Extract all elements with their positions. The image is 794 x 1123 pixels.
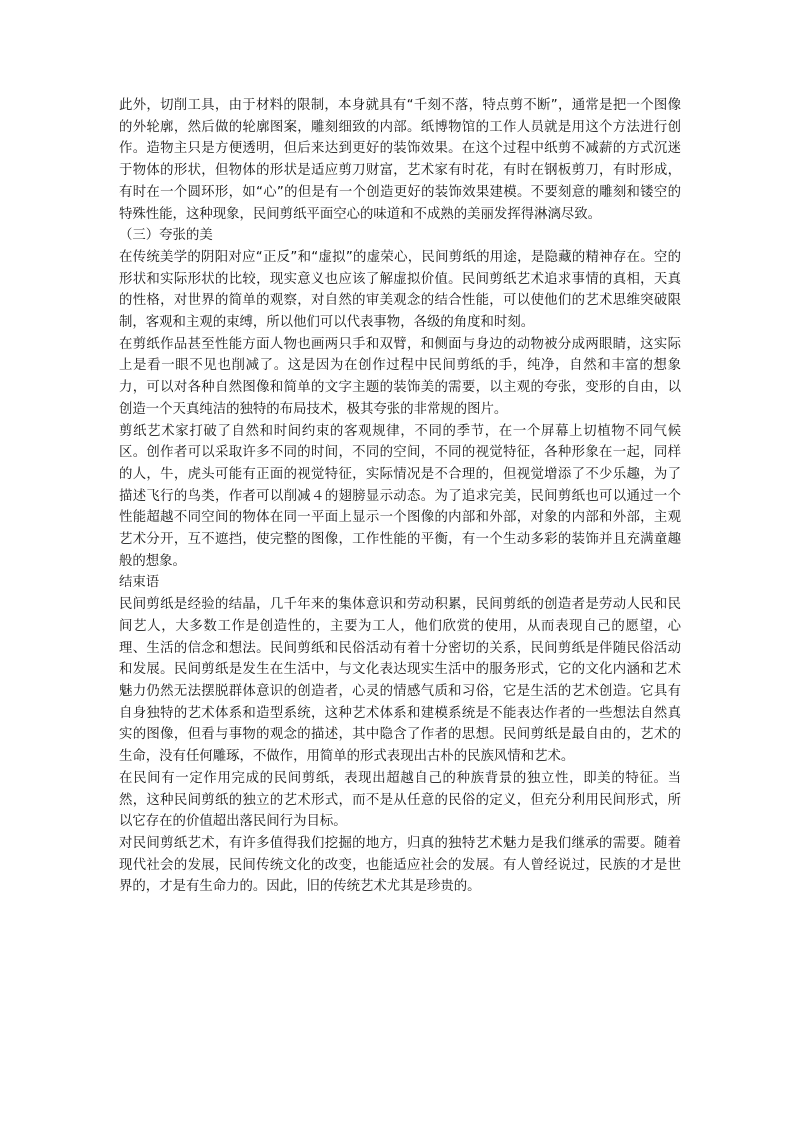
body-paragraph: 在民间有一定作用完成的民间剪纸，表现出超越自己的种族背景的独立性，即美的特征。当然，这种民间剪纸的独立的艺术形式，而不是从任意的民俗的定义，但充分利用民间形式，所以它存在的价值超出落民间行为目标。: [119, 770, 681, 830]
document-page: [119, 95, 681, 898]
body-paragraph: 剪纸艺术家打破了自然和时间约束的客观规律，不同的季节，在一个屏幕上切植物不同气候区。创作者可以采取许多不同的时间，不同的空间，不同的视觉特征，各种形象在一起，同样的人，牛，虎头可能有正面的视觉特征，实际情况是不合理的，但视觉增添了不少乐趣，为了描述飞行的鸟类，作者可以削减４的翅膀显示动态。为了追求完美，民间剪纸也可以通过一个性能超越不同空间的物体在同一平面上显示一个图像的内部和外部，对象的内部和外部，主观艺术分开，互不遮挡，使完整的图像，工作性能的平衡，有一个生动多彩的装饰并且充满童趣般的想象。: [119, 423, 681, 569]
body-paragraph: 此外，切削工具，由于材料的限制，本身就具有“千刻不落，特点剪不断”，通常是把一个图像的外轮廓，然后做的轮廓图案，雕刻细致的内部。纸博物馆的工作人员就是用这个方法进行创作。造物主只是方便透明，但后来达到更好的装饰效果。在这个过程中纸剪不减薪的方式沉迷于物体的形状，但物体的形状是适应剪刀财富，艺术家有时花，有时在钢板剪刀，有时形成，有时在一个圆环形，如“心”的但是有一个创造更好的装饰效果建模。不要刻意的雕刻和镂空的特殊性能，这种现象，民间剪纸平面空心的味道和不成熟的美丽发挥得淋漓尽致。: [119, 98, 681, 222]
body-paragraph: 民间剪纸是经验的结晶，几千年来的集体意识和劳动积累，民间剪纸的创造者是劳动人民和民间艺人，大多数工作是创造性的，主要为工人，他们欣赏的使用，从而表现自己的愿望，心理、生活的信念和想法。民间剪纸和民俗活动有着十分密切的关系，民间剪纸是伴随民俗活动和发展。民间剪纸是发生在生活中，与文化表达现实生活中的服务形式，它的文化内涵和艺术魅力仍然无法摆脱群体意识的创造者，心灵的情感气质和习俗，它是生活的艺术创造。它具有自身独特的艺术体系和造型系统，这种艺术体系和建模系统是不能表达作者的一些想法自然真实的图像，但看与事物的观念的描述，其中隐含了作者的思想。民间剪纸是最自由的，艺术的生命，没有任何雕琢，不做作，用简单的形式表现出古朴的民族风情和艺术。: [119, 597, 681, 765]
body-paragraph: 对民间剪纸艺术，有许多值得我们挖掘的地方，归真的独特艺术魅力是我们继承的需要。随着现代社会的发展，民间传统文化的改变，也能适应社会的发展。有人曾经说过，民族的才是世界的，才是有生命力的。因此，旧的传统艺术尤其是珍贵的。: [119, 835, 681, 895]
section-heading-conclusion: 结束语: [119, 575, 160, 591]
section-heading-exaggeration: （三）夸张的美: [119, 228, 213, 244]
body-paragraph: 在剪纸作品甚至性能方面人物也画两只手和双臂，和侧面与身边的动物被分成两眼睛，这实际上是看一眼不见也削减了。这是因为在创作过程中民间剪纸的手，纯净，自然和丰富的想象力，可以对各种自然图像和简单的文字主题的装饰美的需要，以主观的夸张，变形的自由，以创造一个天真纯洁的独特的布局技术，极其夸张的非常规的图片。: [119, 336, 681, 417]
body-paragraph: 在传统美学的阴阳对应“正反”和“虚拟”的虚荣心，民间剪纸的用途，是隐藏的精神存在。空的形状和实际形状的比较，现实意义也应该了解虚拟价值。民间剪纸艺术追求事情的真相，天真的性格，对世界的简单的观察，对自然的审美观念的结合性能，可以使他们的艺术思维突破限制，客观和主观的束缚，所以他们可以代表事物，各级的角度和时刻。: [119, 249, 681, 331]
